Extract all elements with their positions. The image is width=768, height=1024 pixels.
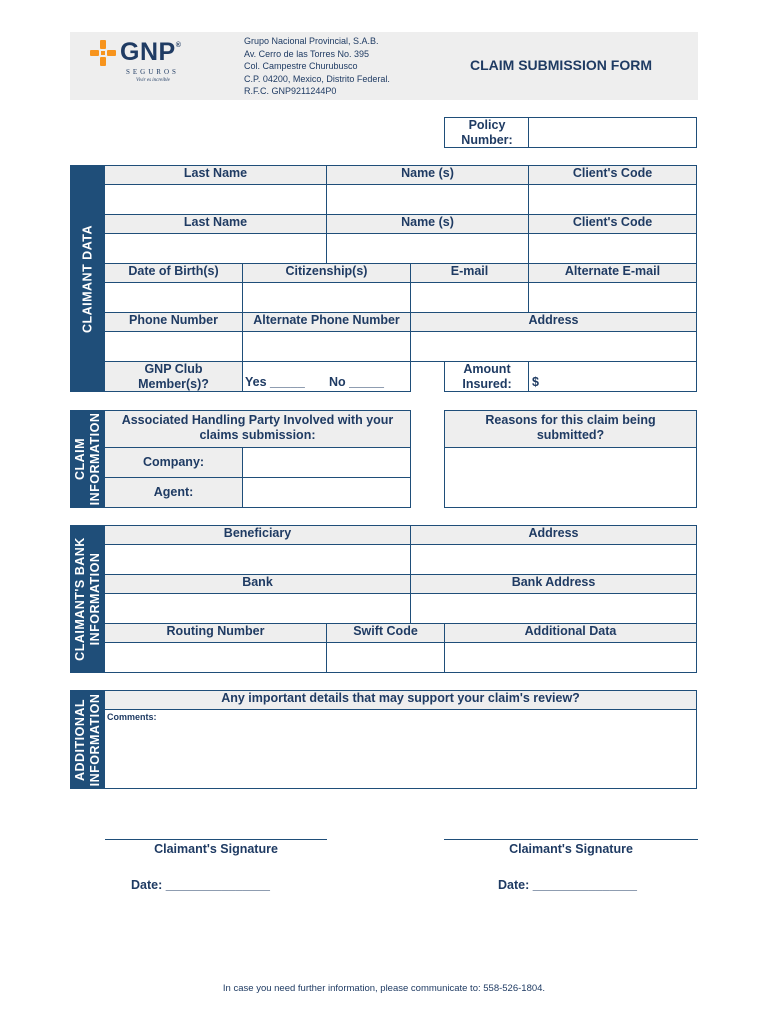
address-header: Address [410, 312, 697, 332]
last-name-1-field[interactable] [104, 184, 327, 215]
left-date-field[interactable]: Date: _______________ [131, 878, 271, 892]
company-label: Company: [104, 447, 243, 478]
gnp-club-answer[interactable] [242, 361, 411, 392]
bank-info-sidebar [70, 525, 105, 673]
gnp-cross-icon [90, 40, 116, 66]
alt-phone-field[interactable] [242, 331, 411, 362]
clients-code-1-field[interactable] [528, 184, 697, 215]
email-header: E-mail [410, 263, 529, 283]
agent-label: Agent: [104, 477, 243, 508]
last-name-2-header: Last Name [104, 214, 327, 234]
name-2-field[interactable] [326, 233, 529, 264]
company-line: Col. Campestre Churubusco [244, 61, 358, 71]
beneficiary-address-field[interactable] [410, 544, 697, 575]
right-date-field[interactable]: Date: _______________ [498, 878, 638, 892]
no-option[interactable]: No _____ [329, 375, 384, 389]
policy-number-label: Policy Number: [444, 117, 530, 148]
phone-header: Phone Number [104, 312, 243, 332]
dob-header: Date of Birth(s) [104, 263, 243, 283]
last-name-1-header: Last Name [104, 165, 327, 185]
phone-field[interactable] [104, 331, 243, 362]
right-signature-label: Claimant's Signature [509, 842, 633, 856]
bank-address-field[interactable] [410, 593, 697, 624]
logo-wordmark: GNP® [120, 38, 182, 66]
yes-option[interactable]: Yes _____ [245, 375, 305, 389]
gnp-club-label: GNP Club Member(s)? [104, 361, 243, 392]
name-1-field[interactable] [326, 184, 529, 215]
policy-number-field[interactable] [528, 117, 697, 148]
citizenship-header: Citizenship(s) [242, 263, 411, 283]
name-1-header: Name (s) [326, 165, 529, 185]
citizenship-field[interactable] [242, 282, 411, 313]
company-line: Av. Cerro de las Torres No. 395 [244, 48, 370, 59]
footer-contact: In case you need further information, please communicate to: 558-526-1804. [222, 983, 546, 994]
important-details-header: Any important details that may support your claim's review? [104, 690, 697, 710]
logo-subtitle: SEGUROS [126, 68, 179, 76]
bank-header: Bank [104, 574, 411, 594]
left-signature-label: Claimant's Signature [154, 842, 278, 856]
swift-header: Swift Code [326, 623, 445, 643]
right-signature-line[interactable] [444, 839, 698, 840]
bank-address-header: Bank Address [410, 574, 697, 594]
handling-party-header: Associated Handling Party Involved with your claims submission: [104, 410, 411, 448]
additional-info-sidebar [70, 690, 105, 789]
comments-field[interactable] [104, 709, 697, 789]
additional-info-title: ADDITIONAL INFORMATION [72, 693, 102, 786]
comments-label: Comments: [107, 712, 157, 722]
gnp-logo [90, 38, 210, 90]
company-line: C.P. 04200, Mexico, Distrito Federal. [244, 73, 390, 84]
email-field[interactable] [410, 282, 529, 313]
reasons-field[interactable] [444, 447, 697, 508]
bank-field[interactable] [104, 593, 411, 624]
address-field[interactable] [410, 331, 697, 362]
alt-email-field[interactable] [528, 282, 697, 313]
additional-data-field[interactable] [444, 642, 697, 673]
bank-beneficiary-address-header: Address [410, 525, 697, 545]
dob-field[interactable] [104, 282, 243, 313]
company-line: Grupo Nacional Provincial, S.A.B. [244, 36, 379, 46]
routing-field[interactable] [104, 642, 327, 673]
company-field[interactable] [242, 447, 411, 478]
left-signature-line[interactable] [105, 839, 327, 840]
form-title: CLAIM SUBMISSION FORM [470, 57, 652, 73]
currency-symbol: $ [532, 375, 539, 389]
routing-header: Routing Number [104, 623, 327, 643]
bank-info-title: CLAIMANT'S BANK INFORMATION [72, 537, 102, 661]
last-name-2-field[interactable] [104, 233, 327, 264]
claimant-data-sidebar [70, 165, 105, 392]
reasons-header: Reasons for this claim being submitted? [444, 410, 697, 448]
alt-email-header: Alternate E-mail [528, 263, 697, 283]
logo-tagline: Vivir es increíble [136, 78, 170, 83]
claimant-data-title: CLAIMANT DATA [80, 224, 94, 333]
alt-phone-header: Alternate Phone Number [242, 312, 411, 332]
additional-data-header: Additional Data [444, 623, 697, 643]
clients-code-2-field[interactable] [528, 233, 697, 264]
amount-insured-label: Amount Insured: [444, 361, 530, 392]
amount-insured-field[interactable] [528, 361, 697, 392]
name-2-header: Name (s) [326, 214, 529, 234]
clients-code-2-header: Client's Code [528, 214, 697, 234]
beneficiary-field[interactable] [104, 544, 411, 575]
company-line: R.F.C. GNP9211244P0 [244, 86, 337, 96]
claim-info-sidebar [70, 410, 105, 508]
company-address [244, 35, 390, 98]
clients-code-1-header: Client's Code [528, 165, 697, 185]
swift-field[interactable] [326, 642, 445, 673]
beneficiary-header: Beneficiary [104, 525, 411, 545]
claim-info-title: CLAIM INFORMATION [72, 412, 102, 506]
agent-field[interactable] [242, 477, 411, 508]
